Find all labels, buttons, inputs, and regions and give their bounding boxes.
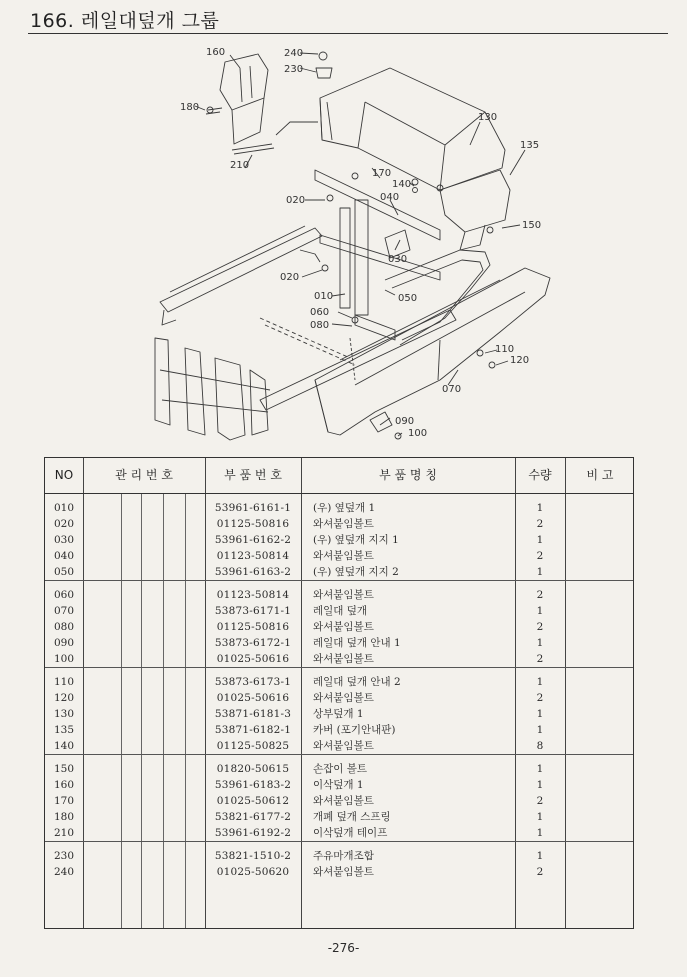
part-name: 와셔붙임볼트 bbox=[313, 589, 374, 601]
part-number: 53961-6161-1 bbox=[214, 502, 292, 514]
diagram-drawing bbox=[140, 40, 560, 445]
part-name: 이삭덮개 1 bbox=[313, 779, 364, 791]
part-name: 주유마개조합 bbox=[313, 850, 374, 862]
callout-label: 100 bbox=[408, 428, 428, 439]
callout-label: 020 bbox=[280, 272, 300, 283]
quantity: 1 bbox=[536, 850, 544, 862]
header-part-name: 부 품 명 칭 bbox=[379, 468, 437, 482]
table-row bbox=[45, 516, 633, 532]
item-no: 210 bbox=[53, 827, 75, 839]
item-no: 090 bbox=[53, 637, 75, 649]
quantity: 1 bbox=[536, 708, 544, 720]
table-row bbox=[45, 690, 633, 706]
callout-label: 140 bbox=[392, 179, 412, 190]
callout-label: 040 bbox=[380, 192, 400, 203]
quantity: 2 bbox=[536, 866, 544, 878]
table-row bbox=[45, 738, 633, 754]
group-rule bbox=[45, 580, 633, 581]
diagram-linework bbox=[155, 52, 550, 440]
quantity: 1 bbox=[536, 605, 544, 617]
callout-label: 120 bbox=[510, 355, 530, 366]
table-row bbox=[45, 564, 633, 580]
quantity: 1 bbox=[536, 811, 544, 823]
callout-label: 210 bbox=[230, 160, 250, 171]
item-no: 180 bbox=[53, 811, 75, 823]
part-name: (우) 옆덮개 지지 2 bbox=[313, 566, 399, 578]
table-row bbox=[45, 864, 633, 880]
item-no: 170 bbox=[53, 795, 75, 807]
part-name: 와셔붙임볼트 bbox=[313, 653, 374, 665]
quantity: 2 bbox=[536, 653, 544, 665]
part-number: 53961-6162-2 bbox=[214, 534, 292, 546]
callout-label: 070 bbox=[442, 384, 462, 395]
quantity: 1 bbox=[536, 763, 544, 775]
item-no: 110 bbox=[53, 676, 75, 688]
item-no: 050 bbox=[53, 566, 75, 578]
part-name: 와셔붙임볼트 bbox=[313, 518, 374, 530]
part-name: (우) 옆덮개 지지 1 bbox=[313, 534, 399, 546]
callout-label: 150 bbox=[522, 220, 542, 231]
item-no: 230 bbox=[53, 850, 75, 862]
item-no: 150 bbox=[53, 763, 75, 775]
table-row bbox=[45, 548, 633, 564]
table-row bbox=[45, 619, 633, 635]
header-no: NO bbox=[54, 468, 74, 482]
item-no: 100 bbox=[53, 653, 75, 665]
item-no: 135 bbox=[53, 724, 75, 736]
quantity: 2 bbox=[536, 589, 544, 601]
part-name: (우) 옆덮개 1 bbox=[313, 502, 376, 514]
part-number: 53873-6171-1 bbox=[214, 605, 292, 617]
part-name: 이삭덮개 테이프 bbox=[313, 827, 388, 839]
part-name: 와셔붙임볼트 bbox=[313, 740, 374, 752]
item-no: 070 bbox=[53, 605, 75, 617]
quantity: 1 bbox=[536, 827, 544, 839]
table-row bbox=[45, 587, 633, 603]
item-no: 030 bbox=[53, 534, 75, 546]
table-row bbox=[45, 809, 633, 825]
quantity: 2 bbox=[536, 621, 544, 633]
callout-label: 180 bbox=[180, 102, 200, 113]
part-name: 레일대 덮개 안내 2 bbox=[313, 676, 401, 688]
part-number: 01125-50816 bbox=[216, 518, 290, 530]
callout-label: 080 bbox=[310, 320, 330, 331]
part-name: 손잡이 볼트 bbox=[313, 763, 368, 775]
item-no: 020 bbox=[53, 518, 75, 530]
part-number: 01125-50816 bbox=[216, 621, 290, 633]
callout-label: 050 bbox=[398, 293, 418, 304]
quantity: 8 bbox=[536, 740, 544, 752]
table-row bbox=[45, 706, 633, 722]
part-number: 53873-6172-1 bbox=[214, 637, 292, 649]
callout-label: 240 bbox=[284, 48, 304, 59]
part-name: 와셔붙임볼트 bbox=[313, 621, 374, 633]
table-row bbox=[45, 674, 633, 690]
part-name: 카버 (포기안내판) bbox=[313, 724, 396, 736]
table-row bbox=[45, 761, 633, 777]
callout-label: 160 bbox=[206, 47, 226, 58]
group-rule bbox=[45, 667, 633, 668]
table-row bbox=[45, 777, 633, 793]
part-name: 와셔붙임볼트 bbox=[313, 866, 374, 878]
part-name: 와셔붙임볼트 bbox=[313, 692, 374, 704]
group-rule bbox=[45, 841, 633, 842]
part-name: 상부덮개 1 bbox=[313, 708, 364, 720]
quantity: 1 bbox=[536, 676, 544, 688]
quantity: 2 bbox=[536, 518, 544, 530]
part-name: 레일대 덮개 bbox=[313, 605, 368, 617]
callout-label: 020 bbox=[286, 195, 306, 206]
quantity: 2 bbox=[536, 692, 544, 704]
callout-label: 010 bbox=[314, 291, 334, 302]
group-rule bbox=[45, 754, 633, 755]
part-name: 개폐 덮개 스프링 bbox=[313, 811, 391, 823]
item-no: 240 bbox=[53, 866, 75, 878]
table-row bbox=[45, 603, 633, 619]
header-management-number: 관 리 번 호 bbox=[115, 468, 173, 482]
quantity: 1 bbox=[536, 534, 544, 546]
header-part-number: 부 품 번 호 bbox=[224, 468, 282, 482]
header-rule bbox=[45, 493, 633, 494]
item-no: 130 bbox=[53, 708, 75, 720]
table-row bbox=[45, 793, 633, 809]
item-no: 140 bbox=[53, 740, 75, 752]
part-number: 53821-1510-2 bbox=[214, 850, 292, 862]
part-name: 레일대 덮개 안내 1 bbox=[313, 637, 401, 649]
item-no: 160 bbox=[53, 779, 75, 791]
part-number: 01123-50814 bbox=[216, 550, 290, 562]
quantity: 2 bbox=[536, 795, 544, 807]
table-row bbox=[45, 825, 633, 841]
item-no: 120 bbox=[53, 692, 75, 704]
quantity: 1 bbox=[536, 502, 544, 514]
part-number: 01025-50616 bbox=[216, 692, 290, 704]
header-remarks: 비 고 bbox=[586, 468, 614, 482]
item-no: 010 bbox=[53, 502, 75, 514]
table-row bbox=[45, 651, 633, 667]
callout-label: 060 bbox=[310, 307, 330, 318]
header-quantity: 수량 bbox=[528, 468, 552, 482]
part-number: 53821-6177-2 bbox=[214, 811, 292, 823]
quantity: 1 bbox=[536, 779, 544, 791]
exploded-parts-diagram bbox=[140, 40, 560, 445]
page-number: -276- bbox=[327, 941, 360, 955]
parts-table bbox=[44, 457, 634, 929]
callout-label: 230 bbox=[284, 64, 304, 75]
part-number: 53961-6192-2 bbox=[214, 827, 292, 839]
part-number: 01125-50825 bbox=[216, 740, 290, 752]
title-rule bbox=[28, 33, 668, 34]
part-number: 01025-50612 bbox=[216, 795, 290, 807]
callout-label: 130 bbox=[478, 112, 498, 123]
callout-label: 135 bbox=[520, 140, 540, 151]
diagram-callout-labels bbox=[180, 47, 541, 439]
part-number: 01025-50620 bbox=[216, 866, 290, 878]
callout-label: 090 bbox=[395, 416, 415, 427]
item-no: 060 bbox=[53, 589, 75, 601]
part-number: 01025-50616 bbox=[216, 653, 290, 665]
table-row bbox=[45, 848, 633, 864]
part-name: 와셔붙임볼트 bbox=[313, 550, 374, 562]
part-number: 53873-6173-1 bbox=[214, 676, 292, 688]
part-number: 53871-6181-3 bbox=[214, 708, 292, 720]
quantity: 2 bbox=[536, 550, 544, 562]
part-name: 와셔붙임볼트 bbox=[313, 795, 374, 807]
callout-label: 170 bbox=[372, 168, 392, 179]
table-row bbox=[45, 500, 633, 516]
table-row bbox=[45, 722, 633, 738]
table-row bbox=[45, 635, 633, 651]
quantity: 1 bbox=[536, 637, 544, 649]
item-no: 040 bbox=[53, 550, 75, 562]
callout-label: 110 bbox=[495, 344, 515, 355]
part-number: 53961-6183-2 bbox=[214, 779, 292, 791]
table-row bbox=[45, 532, 633, 548]
part-number: 01123-50814 bbox=[216, 589, 290, 601]
quantity: 1 bbox=[536, 566, 544, 578]
item-no: 080 bbox=[53, 621, 75, 633]
callout-label: 030 bbox=[388, 254, 408, 265]
part-number: 01820-50615 bbox=[216, 763, 290, 775]
part-number: 53871-6182-1 bbox=[214, 724, 292, 736]
quantity: 1 bbox=[536, 724, 544, 736]
part-number: 53961-6163-2 bbox=[214, 566, 292, 578]
page-title: 166. 레일대덮개 그룹 bbox=[30, 10, 220, 32]
